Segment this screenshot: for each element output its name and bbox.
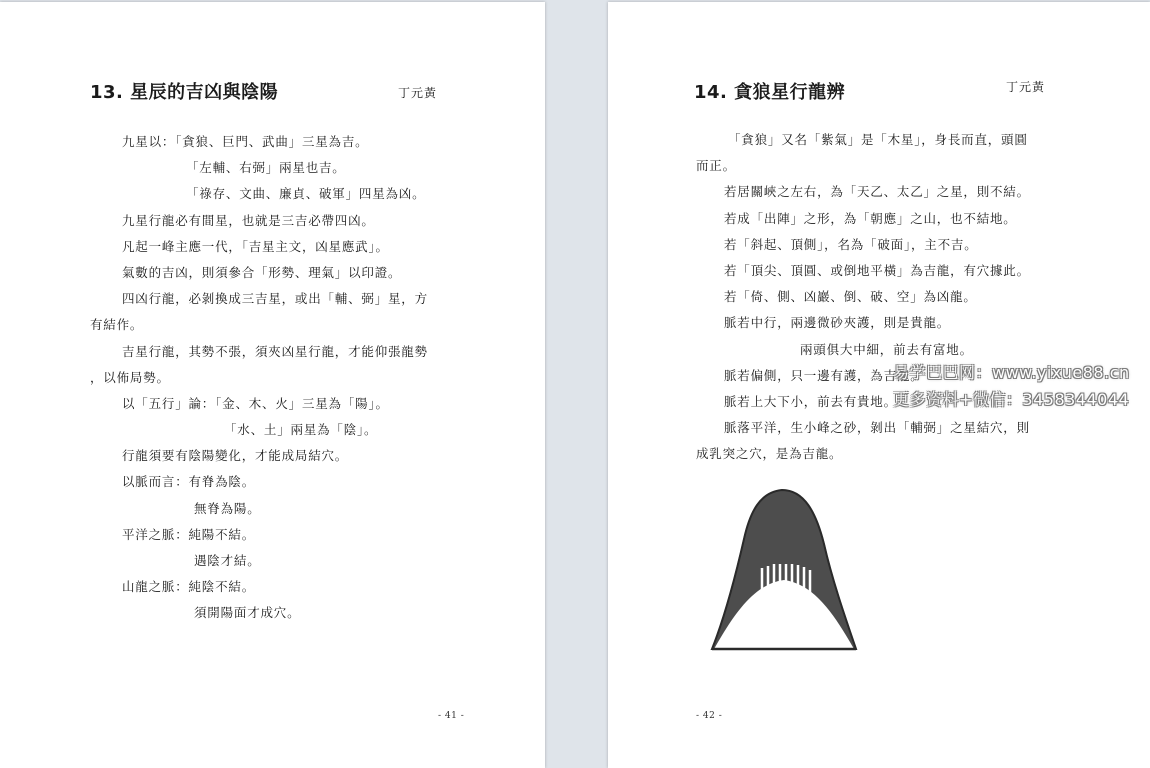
chapter-14-title: 14. 貪狼星行龍辨: [694, 82, 846, 103]
text-line: 脈若偏側，只一邊有護，為吉龍。: [724, 367, 924, 383]
text-line: 若「倚、側、凶巖、倒、破、空」為凶龍。: [724, 289, 977, 305]
text-line: 行龍須要有陰陽變化，才能成局結穴。: [122, 448, 349, 464]
text-line: 而正。: [696, 158, 736, 174]
text-line: ，以佈局勢。: [90, 369, 170, 385]
text-line: 無脊為陽。: [194, 500, 261, 516]
right-body-text: [696, 127, 1030, 467]
text-line: 吉星行龍，其勢不張，須夾凶星行龍，才能仰張龍勢: [122, 343, 428, 359]
right-page: [608, 2, 1150, 768]
text-line: 若居關峽之左右，為「天乙、太乙」之星，則不結。: [724, 184, 1030, 200]
text-line: 若成「出陣」之形，為「朝應」之山，也不結地。: [724, 210, 1017, 226]
text-line: 脈若上大下小，前去有貴地。: [724, 393, 897, 409]
text-line: 兩頭俱大中細，前去有富地。: [800, 341, 973, 357]
text-line: 「貪狼」又名「紫氣」是「木星」，身長而直，頭圓: [728, 132, 1028, 147]
text-line: 遇陰才結。: [194, 553, 261, 568]
text-line: 若「斜起、頂側」，名為「破面」，主不吉。: [724, 236, 978, 252]
watermark-line-2: 更多资料+微信：3458344044: [893, 390, 1130, 409]
text-line: 脈若中行，兩邊微砂夾護，則是貴龍。: [724, 315, 951, 331]
text-line: 山龍之脈：純陰不結。: [122, 579, 256, 595]
text-line: 成乳突之穴，是為吉龍。: [696, 446, 843, 462]
text-line: 以「五行」論：「金、木、火」三星為「陽」。: [122, 395, 389, 411]
text-line: 九星行龍必有間星，也就是三吉必帶四凶。: [122, 212, 375, 228]
watermark-line-1: 易学巴巴网：www.yixue88.cn: [893, 363, 1130, 382]
chapter-13-title: 13. 星辰的吉凶與陰陽: [90, 82, 279, 103]
text-line: 有結作。: [90, 317, 144, 333]
text-line: 若「頂尖、頂圓、或倒地平橫」為吉龍，有穴據此。: [724, 262, 1030, 278]
text-line: 四凶行龍，必剝換成三吉星，或出「輔、弼」星，方: [122, 291, 428, 307]
page-number: - 42 -: [696, 711, 723, 721]
text-line: 「祿存、文曲、廉貞、破軍」四星為凶。: [186, 186, 426, 202]
left-body-text: [90, 129, 428, 627]
text-line: 「水、土」兩星為「陰」。: [224, 422, 378, 438]
text-line: 脈落平洋，生小峰之砂，剝出「輔弼」之星結穴，則: [724, 420, 1030, 436]
text-line: 平洋之脈：純陽不結。: [122, 526, 256, 542]
author-name: 丁元黃: [398, 86, 438, 100]
text-line: 須開陽面才成穴。: [194, 605, 301, 621]
author-name: 丁元黃: [1006, 80, 1046, 94]
text-line: 氣數的吉凶，則須參合「形勢、理氣」以印證。: [122, 264, 402, 280]
text-line: 凡起一峰主應一代，「吉星主文，凶星應武」。: [122, 238, 389, 254]
page-number: - 41 -: [438, 711, 465, 721]
text-line: 「左輔、右弼」兩星也吉。: [186, 160, 346, 176]
greedy-wolf-mountain-illustration: [704, 484, 864, 659]
text-line: 以脈而言：有脊為陰。: [122, 474, 256, 490]
left-page: [0, 2, 545, 768]
text-line: 九星以：「貪狼、巨門、武曲」三星為吉。: [122, 134, 369, 149]
